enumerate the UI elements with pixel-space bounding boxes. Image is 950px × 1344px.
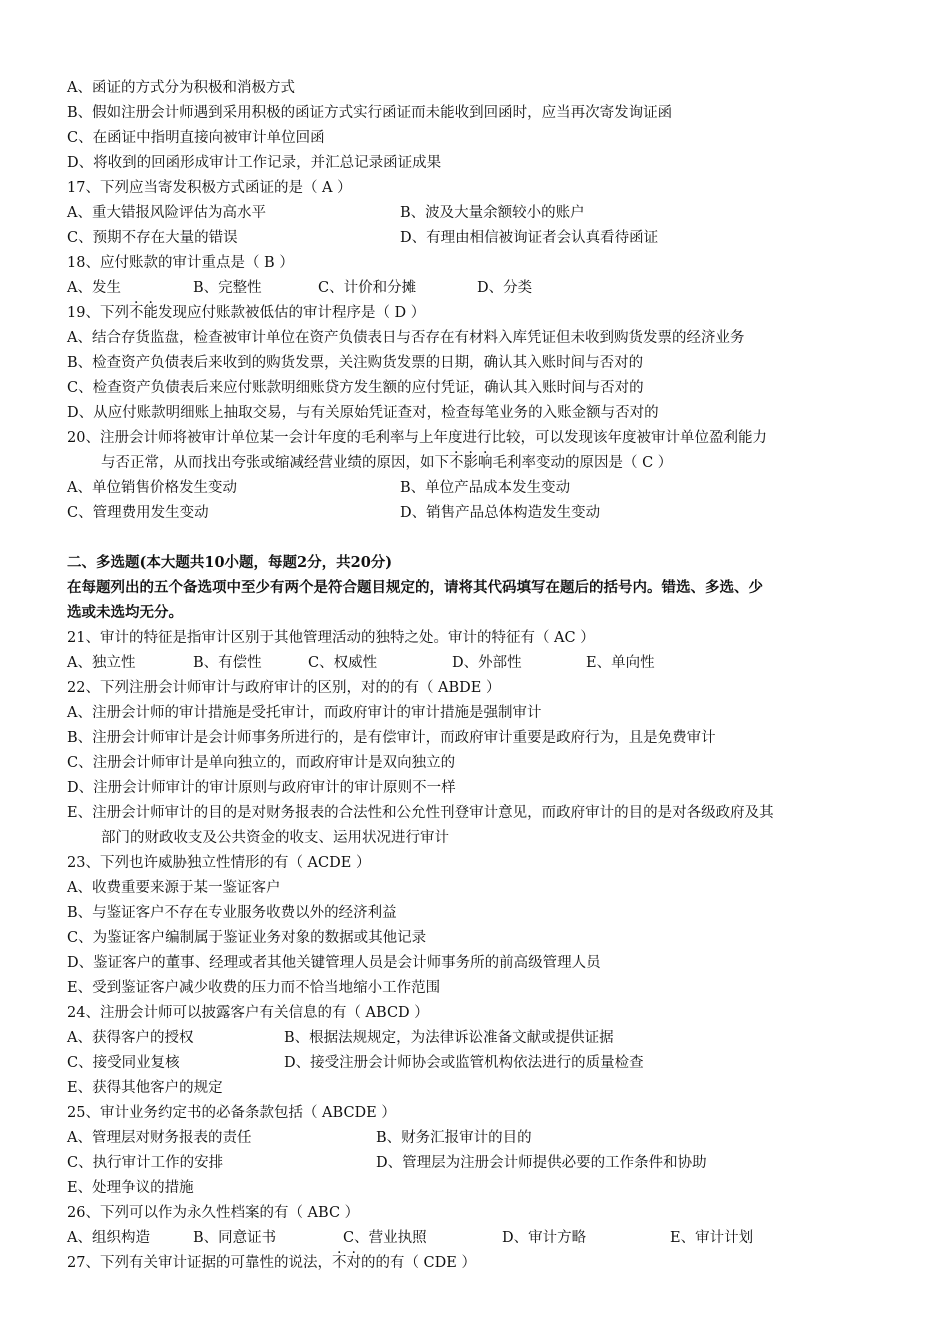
option: E、审计计划 <box>670 1230 754 1246</box>
option: A、发生 <box>67 280 121 296</box>
option: D、审计方略 <box>502 1230 587 1246</box>
question-22: 22、下列注册会计师审计与政府审计的区别，对的的有（ ABDE ） <box>67 680 501 696</box>
emphasis-mark: 不 <box>449 455 464 471</box>
section-instructions-continued: 选或未选均无分。 <box>67 604 183 621</box>
question-19 <box>67 302 425 324</box>
option: C、营业执照 <box>343 1230 427 1246</box>
option-row <box>67 202 867 224</box>
option-row <box>67 502 867 524</box>
option: D、分类 <box>477 280 533 296</box>
text-line: B、与鉴证客户不存在专业服务收费以外的经济利益 <box>67 905 397 921</box>
emphasis-mark: 影 <box>463 455 478 471</box>
text-line: C、在函证中指明直接向被审计单位回函 <box>67 130 325 146</box>
section-instructions: 在每题列出的五个备选项中至少有两个是符合题目规定的，请将其代码填写在题后的括号内。错选、多选、少 <box>67 579 763 596</box>
text-line: D、注册会计师审计的审计原则与政府审计的审计原则不一样 <box>67 780 456 796</box>
option: D、有理由相信被询证者会认真看待函证 <box>400 230 659 246</box>
option: C、管理费用发生变动 <box>67 505 209 521</box>
question-23: 23、下列也许威胁独立性情形的有（ ACDE ） <box>67 855 371 871</box>
option: B、同意证书 <box>193 1230 277 1246</box>
option: D、外部性 <box>452 655 522 671</box>
option: E、单向性 <box>586 655 655 671</box>
option: B、单位产品成本发生变动 <box>400 480 571 496</box>
emphasis-mark: 能 <box>143 305 158 321</box>
question-20-continued <box>101 452 672 474</box>
text-line: E、注册会计师审计的目的是对财务报表的合法性和公允性刊登审计意见，而政府审计的目的是对各级政府及其 <box>67 805 774 821</box>
option: C、计价和分摊 <box>318 280 417 296</box>
option: B、有偿性 <box>193 655 262 671</box>
emphasis-mark: 不 <box>331 1255 347 1271</box>
option: C、接受同业复核 <box>67 1055 180 1071</box>
option: D、接受注册会计师协会或监管机构依法进行的质量检查 <box>284 1055 644 1071</box>
option: C、权威性 <box>308 655 378 671</box>
option: B、波及大量余额较小的账户 <box>400 205 585 221</box>
option: D、销售产品总体构造发生变动 <box>400 505 601 521</box>
text-line: E、获得其他客户的规定 <box>67 1080 223 1096</box>
question-27-text: 27、下列有关审计证据的可靠性的说法，不对的的有（ CDE ） <box>67 1255 476 1271</box>
option-row <box>67 277 867 299</box>
option: A、管理层对财务报表的责任 <box>67 1130 252 1146</box>
option: C、执行审计工作的安排 <box>67 1155 224 1171</box>
question-20: 20、注册会计师将被审计单位某一会计年度的毛利率与上年度进行比较，可以发现该年度被审计单位盈利能力 <box>67 430 767 446</box>
option-row <box>67 1052 867 1074</box>
text-line: D、鉴证客户的董事、经理或者其他关键管理人员是会计师事务所的前高级管理人员 <box>67 955 601 971</box>
text-line: B、假如注册会计师遇到采用积极的函证方式实行函证而未能收到回函时，应当再次寄发询证函 <box>67 105 673 121</box>
text-line: B、注册会计师审计是会计师事务所进行的，是有偿审计，而政府审计重要是政府行为，且是免费审计 <box>67 730 716 746</box>
question-24: 24、注册会计师可以披露客户有关信息的有（ ABCD ） <box>67 1005 429 1021</box>
question-27 <box>67 1252 476 1274</box>
option-row <box>67 1027 867 1049</box>
text-line: D、从应付账款明细账上抽取交易，与有关原始凭证查对，检查每笔业务的入账金额与否对的 <box>67 405 659 421</box>
option: A、独立性 <box>67 655 136 671</box>
question-17: 17、下列应当寄发积极方式函证的是（ A ） <box>67 180 352 196</box>
option-row <box>67 1227 867 1249</box>
text-line: A、注册会计师的审计措施是受托审计，而政府审计的审计措施是强制审计 <box>67 705 542 721</box>
option-row <box>67 1152 867 1174</box>
question-26: 26、下列可以作为永久性档案的有（ ABC ） <box>67 1205 360 1221</box>
option: A、重大错报风险评估为高水平 <box>67 205 266 221</box>
text-line: 部门的财政收支及公共资金的收支、运用状况进行审计 <box>101 830 449 846</box>
text-line: A、函证的方式分为积极和消极方式 <box>67 80 295 96</box>
text-line: E、处理争议的措施 <box>67 1180 194 1196</box>
text-line: A、收费重要来源于某一鉴证客户 <box>67 880 281 896</box>
text-line: C、检查资产负债表后来应付账款明细账贷方发生额的应付凭证，确认其入账时间与否对的 <box>67 380 644 396</box>
option: C、预期不存在大量的错误 <box>67 230 238 246</box>
text-line: A、结合存货监盘，检查被审计单位在资产负债表日与否存在有材料入库凭证但未收到购货发票的经济业务 <box>67 330 745 346</box>
text-line: C、为鉴证客户编制属于鉴证业务对象的数据或其他记录 <box>67 930 427 946</box>
emphasis-mark: 响 <box>478 455 493 471</box>
section-heading: 二、多选题(本大题共10小题，每题2分，共20分) <box>67 554 393 571</box>
question-25: 25、审计业务约定书的必备条款包括（ ABCDE ） <box>67 1105 396 1121</box>
question-21: 21、审计的特征是指审计区别于其他管理活动的独特之处。审计的特征有（ AC ） <box>67 630 595 646</box>
option-row <box>67 1127 867 1149</box>
option: D、管理层为注册会计师提供必要的工作条件和协助 <box>376 1155 707 1171</box>
option: B、完整性 <box>193 280 262 296</box>
question-20-text: 与否正常，从而找出夸张或缩减经营业绩的原因，如下不影响毛利率变动的原因是（ C ） <box>101 455 673 471</box>
option: A、组织构造 <box>67 1230 150 1246</box>
option-row <box>67 227 867 249</box>
text-line: D、将收到的回函形成审计工作记录，并汇总记录函证成果 <box>67 155 442 171</box>
text-line: C、注册会计师审计是单向独立的，而政府审计是双向独立的 <box>67 755 456 771</box>
option-row <box>67 477 867 499</box>
question-18: 18、应付账款的审计重点是（ B ） <box>67 255 294 271</box>
emphasis-mark: 对 <box>346 1255 361 1271</box>
option: B、根据法规规定，为法律诉讼准备文献或提供证据 <box>284 1030 614 1046</box>
text-line: E、受到鉴证客户减少收费的压力而不恰当地缩小工作范围 <box>67 980 441 996</box>
text-line: B、检查资产负债表后来收到的购货发票，关注购货发票的日期，确认其入账时间与否对的 <box>67 355 644 371</box>
option: A、单位销售价格发生变动 <box>67 480 237 496</box>
option: B、财务汇报审计的目的 <box>376 1130 532 1146</box>
question-19-text: 19、下列不能发现应付账款被低估的审计程序是（ D ） <box>67 305 426 321</box>
emphasis-mark: 不 <box>128 305 144 321</box>
option: A、获得客户的授权 <box>67 1030 194 1046</box>
option-row <box>67 652 867 674</box>
